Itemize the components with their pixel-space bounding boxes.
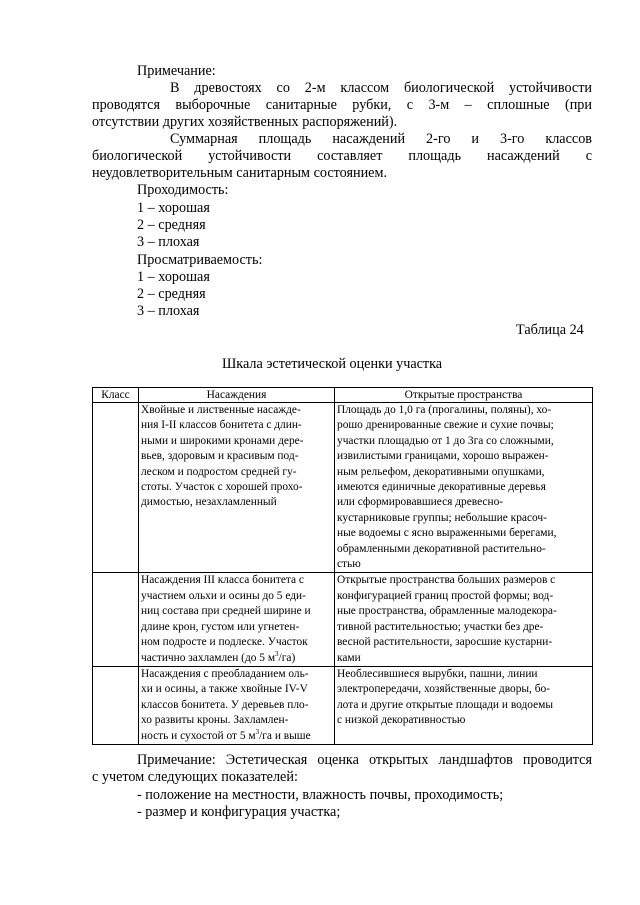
cell-line: ния I-II классов бонитета с длин- bbox=[141, 419, 302, 432]
cell-line: хи и осины, а также хвойные IV-V bbox=[141, 683, 308, 696]
cell-line: ниц состава при средней ширине и bbox=[141, 605, 311, 618]
cell-line: Площадь до 1,0 га (прогалины, поляны), хо- bbox=[337, 404, 552, 416]
cell-line: вьев, здоровым и красивым под- bbox=[141, 450, 299, 463]
cell-line: длине крон, густом или угнетен- bbox=[141, 620, 300, 633]
class-cell bbox=[93, 666, 139, 744]
superscript: 3 bbox=[255, 727, 260, 736]
note-paragraph-2-line-1: Суммарная площадь насаждений 2-го и 3-го классов bbox=[170, 131, 592, 147]
cell-line: имеются единичные декоративные деревья bbox=[337, 481, 546, 494]
cell-line: стью bbox=[337, 558, 361, 571]
note-paragraph-1-line-1: В древостоях со 2-м классом биологической устойчивости bbox=[170, 80, 592, 96]
table-row bbox=[93, 403, 593, 573]
cell-line: ками bbox=[337, 651, 361, 664]
cell-line: классов бонитета. У деревьев пло- bbox=[141, 698, 309, 711]
cell-line: Хвойные и лиственные насажде- bbox=[141, 404, 301, 416]
class-cell bbox=[93, 573, 139, 666]
cell-line: или сформировавшиеся древесно- bbox=[337, 496, 504, 509]
header-open-spaces: Открытые пространства bbox=[335, 388, 593, 403]
class-cell bbox=[93, 403, 139, 573]
aesthetic-scale-table bbox=[92, 387, 593, 745]
passability-title: Проходимость: bbox=[137, 182, 229, 198]
cell-line: конфигурацией границ простой формы; вод- bbox=[337, 589, 554, 602]
cell-line: с низкой декоративностью bbox=[337, 714, 466, 727]
table-row bbox=[93, 666, 593, 744]
cell-line: участием ольхи и осины до 5 еди- bbox=[141, 589, 306, 602]
stands-cell bbox=[139, 403, 335, 573]
cell-line: Насаждения III класса бонитета с bbox=[141, 574, 304, 587]
cell-line: Открытые пространства больших размеров с bbox=[337, 574, 556, 587]
note2-item: - положение на местности, влажность почвы, проходимость; bbox=[137, 787, 504, 803]
superscript: 3 bbox=[275, 649, 279, 658]
note-paragraph-2-line-2: биологической устойчивости составляет площадь насаждений с bbox=[92, 148, 592, 164]
cell-line: леском и подростом средней гу- bbox=[141, 465, 297, 478]
visibility-item: 3 – плохая bbox=[137, 303, 200, 319]
open-spaces-cell bbox=[335, 666, 593, 744]
note2-item: - размер и конфигурация участка; bbox=[137, 804, 341, 820]
cell-line: ными и широкими кронами дере- bbox=[141, 434, 304, 447]
cell-line: ные водоемы с ясно выраженными берегами, bbox=[337, 527, 557, 540]
cell-line: хо развиты кроны. Захламлен- bbox=[141, 714, 289, 727]
cell-line: димостью, незахламленный bbox=[141, 496, 277, 509]
open-spaces-cell bbox=[335, 403, 593, 573]
visibility-title: Просматриваемость: bbox=[137, 252, 263, 268]
cell-line: ным рельефом, декоративными опушками, bbox=[337, 465, 545, 478]
note2-line-1: Примечание: Эстетическая оценка открытых ландшафтов проводится bbox=[137, 752, 592, 768]
cell-line: обрамленными декоративной растительно- bbox=[337, 542, 546, 555]
cell-line: Необлесившиеся вырубки, пашни, линии bbox=[337, 667, 538, 680]
passability-item: 3 – плохая bbox=[137, 234, 200, 250]
table-header-row bbox=[93, 388, 593, 403]
note-paragraph-2-line-3: неудовлетворительным санитарным состоянием. bbox=[92, 165, 387, 181]
cell-text-part: частично захламлен (до 5 м bbox=[141, 651, 276, 664]
cell-line: электропередачи, хозяйственные дворы, бо- bbox=[337, 683, 551, 696]
cell-line bbox=[141, 729, 332, 744]
table-title: Шкала эстетической оценки участка bbox=[222, 356, 443, 372]
cell-line: ные пространства, обрамленные малодекора- bbox=[337, 605, 557, 618]
cell-line: Насаждения с преобладанием оль- bbox=[141, 667, 309, 680]
note-paragraph-1-line-2: проводятся выборочные санитарные рубки, с 3-м – сплошные (при bbox=[92, 97, 592, 113]
table-row bbox=[93, 573, 593, 666]
cell-line: стоты. Участок с хорошей прохо- bbox=[141, 481, 303, 494]
header-stands: Насаждения bbox=[139, 388, 335, 403]
visibility-item: 1 – хорошая bbox=[137, 269, 210, 285]
cell-text-part: /га) bbox=[278, 651, 296, 664]
note-paragraph-1-line-3: отсутствии других хозяйственных распоряжений). bbox=[92, 114, 398, 130]
cell-line: извилистыми границами, хорошо выражен- bbox=[337, 450, 549, 463]
cell-line: весной растительности, заросшие кустарни- bbox=[337, 636, 553, 649]
cell-line: участки площадью от 1 до 3га со сложными, bbox=[337, 434, 554, 447]
visibility-item: 2 – средняя bbox=[137, 286, 206, 302]
cell-line: ном подросте и подлеске. Участок bbox=[141, 636, 308, 649]
table-label: Таблица 24 bbox=[516, 322, 584, 338]
passability-item: 2 – средняя bbox=[137, 217, 206, 233]
stands-cell bbox=[139, 666, 335, 744]
cell-line bbox=[141, 651, 332, 666]
cell-text-part: ность и сухостой от 5 м bbox=[141, 729, 256, 742]
note-title: Примечание: bbox=[137, 63, 216, 79]
cell-line: рошо дренированные свежие и сухие почвы; bbox=[337, 419, 554, 432]
header-class: Класс bbox=[93, 388, 139, 403]
cell-text-part: /га и выше bbox=[259, 729, 311, 742]
passability-item: 1 – хорошая bbox=[137, 200, 210, 216]
open-spaces-cell bbox=[335, 573, 593, 666]
note2-line-2: с учетом следующих показателей: bbox=[92, 769, 298, 785]
cell-line: кустарниковые группы; небольшие красоч- bbox=[337, 511, 547, 524]
cell-line: тивной растительностью; участки без дре- bbox=[337, 620, 544, 633]
stands-cell bbox=[139, 573, 335, 666]
cell-line: лота и другие открытые площади и водоемы bbox=[337, 698, 554, 711]
